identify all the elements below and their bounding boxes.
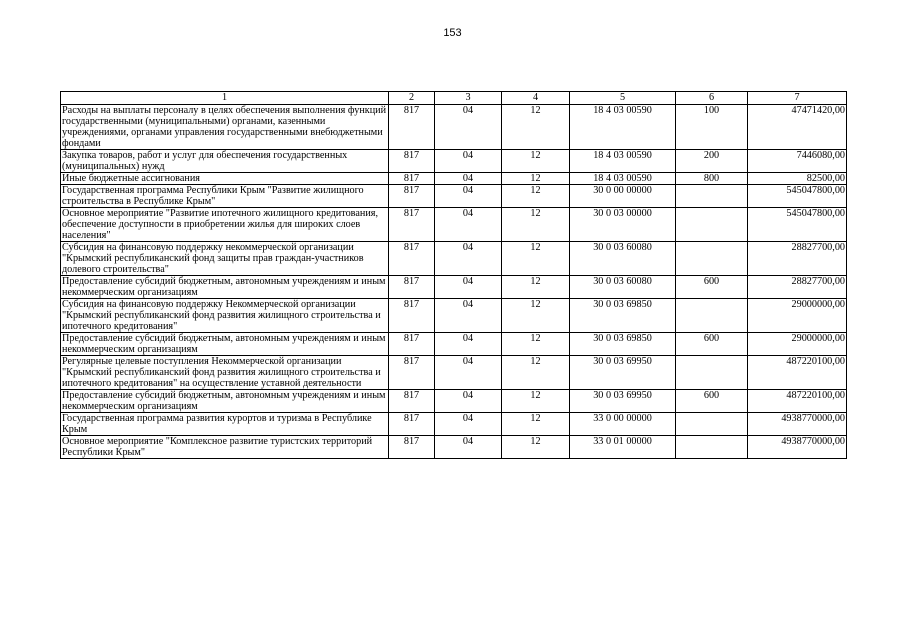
table-row [61, 390, 847, 413]
section-code: 04 [435, 276, 502, 299]
expense-type-code: 800 [676, 173, 748, 185]
expense-type-code: 600 [676, 390, 748, 413]
table-row [61, 299, 847, 333]
target-article-code: 30 0 03 69850 [570, 299, 676, 333]
expense-name: Государственная программа развития курортов и туризма в Республике Крым [61, 413, 389, 436]
amount: 28827700,00 [748, 242, 847, 276]
subsection-code: 12 [502, 185, 570, 208]
expense-name: Иные бюджетные ассигнования [61, 173, 389, 185]
expense-name: Закупка товаров, работ и услуг для обеспечения государственных (муниципальных) нужд [61, 150, 389, 173]
target-article-code: 18 4 03 00590 [570, 173, 676, 185]
target-article-code: 33 0 01 00000 [570, 436, 676, 459]
amount: 545047800,00 [748, 185, 847, 208]
column-header: 6 [676, 92, 748, 105]
section-code: 04 [435, 150, 502, 173]
expense-type-code: 600 [676, 276, 748, 299]
expense-name: Предоставление субсидий бюджетным, автономным учреждениям и иным некоммерческим организациям [61, 333, 389, 356]
target-article-code: 30 0 03 69950 [570, 390, 676, 413]
target-article-code: 30 0 03 69950 [570, 356, 676, 390]
table-row [61, 242, 847, 276]
section-code: 04 [435, 390, 502, 413]
target-article-code: 30 0 03 60080 [570, 276, 676, 299]
expense-name: Государственная программа Республики Крым "Развитие жилищного строительства в Республике Крым" [61, 185, 389, 208]
table-row [61, 105, 847, 150]
page-number: 153 [443, 27, 462, 39]
ministry-code: 817 [389, 185, 435, 208]
budget-table [60, 91, 847, 459]
subsection-code: 12 [502, 276, 570, 299]
target-article-code: 33 0 00 00000 [570, 413, 676, 436]
expense-type-code [676, 436, 748, 459]
target-article-code: 18 4 03 00590 [570, 150, 676, 173]
section-code: 04 [435, 105, 502, 150]
expense-type-code [676, 299, 748, 333]
subsection-code: 12 [502, 150, 570, 173]
expense-name: Основное мероприятие "Комплексное развитие туристских территорий Республики Крым" [61, 436, 389, 459]
amount: 29000000,00 [748, 299, 847, 333]
section-code: 04 [435, 413, 502, 436]
expense-name: Расходы на выплаты персоналу в целях обеспечения выполнения функций государственными (муниципальными) органами, казенными учреждениями, органами управления государственными внебюджетными фондами [61, 105, 389, 150]
section-code: 04 [435, 208, 502, 242]
table-row [61, 333, 847, 356]
expense-name: Предоставление субсидий бюджетным, автономным учреждениям и иным некоммерческим организациям [61, 276, 389, 299]
column-header: 2 [389, 92, 435, 105]
amount: 82500,00 [748, 173, 847, 185]
subsection-code: 12 [502, 242, 570, 276]
target-article-code: 30 0 03 00000 [570, 208, 676, 242]
table-row [61, 173, 847, 185]
subsection-code: 12 [502, 173, 570, 185]
subsection-code: 12 [502, 208, 570, 242]
expense-name: Регулярные целевые поступления Некоммерческой организации "Крымский республиканский фонд развития жилищного строительства и ипотечного кредитования" на осуществление уставной деятельности [61, 356, 389, 390]
expense-type-code [676, 242, 748, 276]
expense-name: Субсидия на финансовую поддержку некоммерческой организации "Крымский республиканский фонд защиты прав граждан-участников долевого строительства" [61, 242, 389, 276]
amount: 29000000,00 [748, 333, 847, 356]
subsection-code: 12 [502, 436, 570, 459]
ministry-code: 817 [389, 173, 435, 185]
ministry-code: 817 [389, 208, 435, 242]
expense-type-code: 100 [676, 105, 748, 150]
table-row [61, 150, 847, 173]
ministry-code: 817 [389, 150, 435, 173]
ministry-code: 817 [389, 276, 435, 299]
ministry-code: 817 [389, 333, 435, 356]
target-article-code: 30 0 00 00000 [570, 185, 676, 208]
column-header: 5 [570, 92, 676, 105]
subsection-code: 12 [502, 413, 570, 436]
section-code: 04 [435, 333, 502, 356]
expense-type-code [676, 185, 748, 208]
table-row [61, 413, 847, 436]
table-row [61, 185, 847, 208]
amount: 545047800,00 [748, 208, 847, 242]
table-row [61, 208, 847, 242]
amount: 47471420,00 [748, 105, 847, 150]
target-article-code: 30 0 03 69850 [570, 333, 676, 356]
section-code: 04 [435, 436, 502, 459]
section-code: 04 [435, 242, 502, 276]
ministry-code: 817 [389, 356, 435, 390]
ministry-code: 817 [389, 390, 435, 413]
section-code: 04 [435, 173, 502, 185]
expense-type-code [676, 208, 748, 242]
subsection-code: 12 [502, 299, 570, 333]
column-header: 1 [61, 92, 389, 105]
column-header: 7 [748, 92, 847, 105]
subsection-code: 12 [502, 333, 570, 356]
expense-name: Предоставление субсидий бюджетным, автономным учреждениям и иным некоммерческим организациям [61, 390, 389, 413]
table-row [61, 276, 847, 299]
expense-type-code: 200 [676, 150, 748, 173]
expense-name: Основное мероприятие "Развитие ипотечного жилищного кредитования, обеспечение доступности в приобретении жилья для широких слоев населения" [61, 208, 389, 242]
table-row [61, 356, 847, 390]
amount: 4938770000,00 [748, 436, 847, 459]
target-article-code: 30 0 03 60080 [570, 242, 676, 276]
section-code: 04 [435, 299, 502, 333]
ministry-code: 817 [389, 436, 435, 459]
ministry-code: 817 [389, 105, 435, 150]
table-header-row [61, 92, 847, 105]
ministry-code: 817 [389, 299, 435, 333]
target-article-code: 18 4 03 00590 [570, 105, 676, 150]
section-code: 04 [435, 185, 502, 208]
subsection-code: 12 [502, 356, 570, 390]
amount: 487220100,00 [748, 356, 847, 390]
amount: 7446080,00 [748, 150, 847, 173]
subsection-code: 12 [502, 390, 570, 413]
ministry-code: 817 [389, 242, 435, 276]
amount: 487220100,00 [748, 390, 847, 413]
ministry-code: 817 [389, 413, 435, 436]
column-header: 3 [435, 92, 502, 105]
column-header: 4 [502, 92, 570, 105]
subsection-code: 12 [502, 105, 570, 150]
amount: 28827700,00 [748, 276, 847, 299]
section-code: 04 [435, 356, 502, 390]
expense-type-code [676, 356, 748, 390]
expense-type-code: 600 [676, 333, 748, 356]
table-row [61, 436, 847, 459]
expense-name: Субсидия на финансовую поддержку Некоммерческой организации "Крымский республиканский фонд развития жилищного строительства и ипотечного кредитования" [61, 299, 389, 333]
amount: 4938770000,00 [748, 413, 847, 436]
expense-type-code [676, 413, 748, 436]
